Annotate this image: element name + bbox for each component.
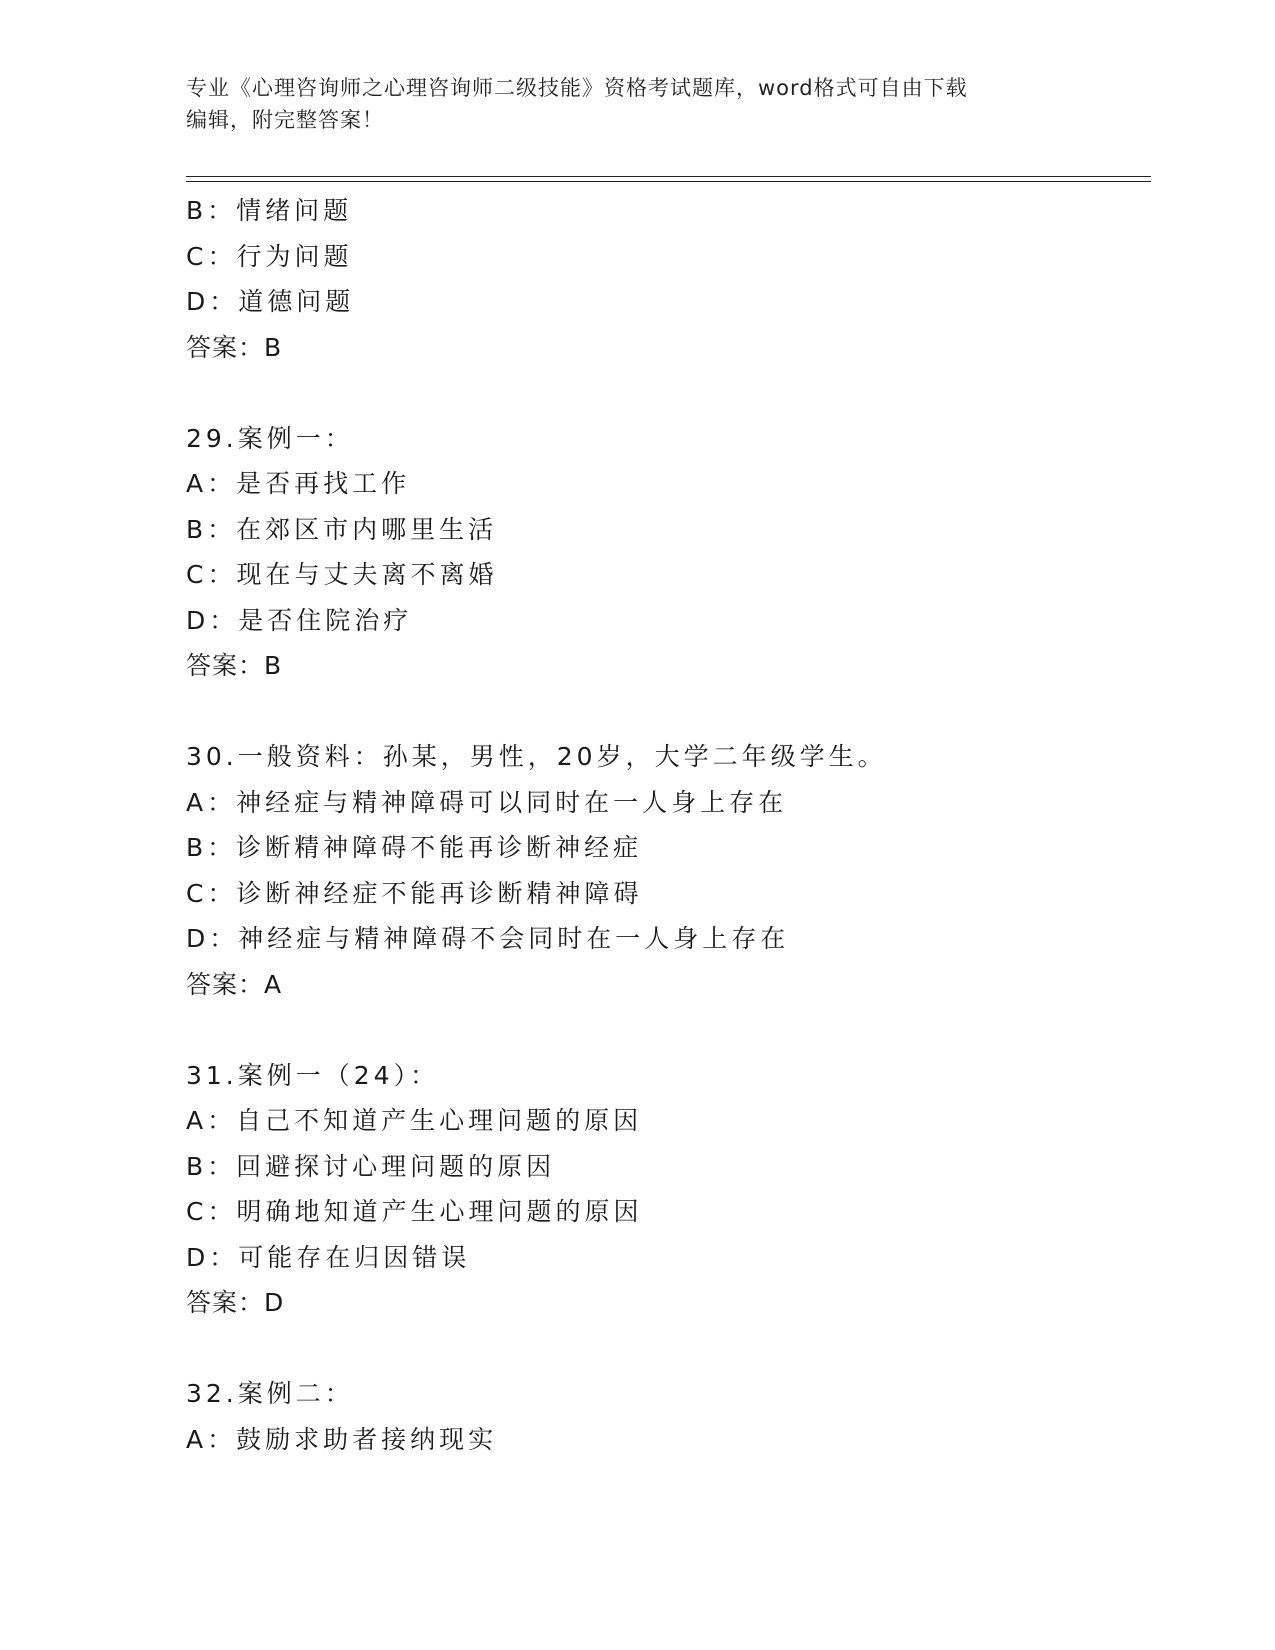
spacer xyxy=(186,370,1146,416)
answer-line: 答案：B xyxy=(186,651,283,680)
option-line: B：情绪问题 xyxy=(186,196,353,225)
option-line: B：在郊区市内哪里生活 xyxy=(186,514,498,544)
answer-line: 答案：B xyxy=(186,332,283,362)
question-title: 30.一般资料：孙某，男性，20岁，大学二年级学生。 xyxy=(186,742,887,771)
question-title: 31.案例一（24）： xyxy=(186,1060,440,1090)
header-line-1: 专业《心理咨询师之心理咨询师二级技能》资格考试题库，word格式可自由下载 xyxy=(186,76,968,100)
option-line: C：行为问题 xyxy=(186,241,353,271)
header-divider-top xyxy=(186,176,1151,177)
answer-line: 答案：A xyxy=(186,969,283,999)
option-line: A：神经症与精神障碍可以同时在一人身上存在 xyxy=(186,787,788,817)
option-line: A：是否再找工作 xyxy=(186,469,411,498)
option-line: D：神经症与精神障碍不会同时在一人身上存在 xyxy=(186,924,790,953)
option-line: A：鼓励求助者接纳现实 xyxy=(186,1424,498,1454)
option-line: D：是否住院治疗 xyxy=(186,605,413,635)
spacer xyxy=(186,1007,1146,1053)
question-block-31 xyxy=(186,1053,1146,1326)
option-line: D：道德问题 xyxy=(186,287,355,316)
question-block-32 xyxy=(186,1371,1146,1462)
header-divider-bottom xyxy=(186,181,1151,182)
answer-line: 答案：D xyxy=(186,1288,285,1317)
option-line: C：明确地知道产生心理问题的原因 xyxy=(186,1197,643,1226)
question-block-29 xyxy=(186,416,1146,689)
option-line: A：自己不知道产生心理问题的原因 xyxy=(186,1106,643,1135)
option-line: C：诊断神经症不能再诊断精神障碍 xyxy=(186,878,643,908)
question-list xyxy=(186,188,1146,1462)
spacer xyxy=(186,689,1146,735)
question-block-28 xyxy=(186,188,1146,370)
spacer xyxy=(186,1326,1146,1372)
question-title: 29.案例一： xyxy=(186,423,354,453)
question-block-30 xyxy=(186,734,1146,1007)
header-line-2: 编辑，附完整答案！ xyxy=(186,108,384,132)
option-line: B：回避探讨心理问题的原因 xyxy=(186,1151,556,1181)
option-line: C：现在与丈夫离不离婚 xyxy=(186,560,498,589)
document-header xyxy=(186,72,1066,136)
option-line: B：诊断精神障碍不能再诊断神经症 xyxy=(186,833,643,862)
question-title: 32.案例二： xyxy=(186,1379,354,1408)
option-line: D：可能存在归因错误 xyxy=(186,1242,471,1272)
